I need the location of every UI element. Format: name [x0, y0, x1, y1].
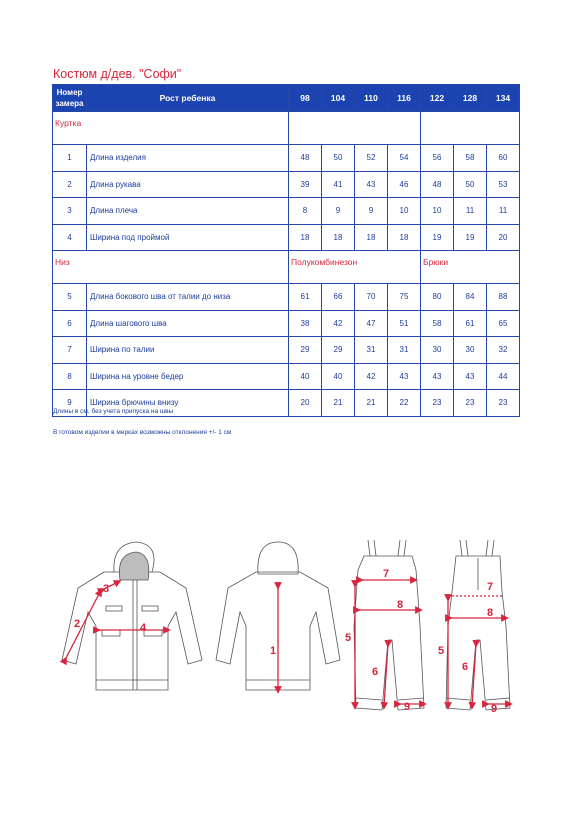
cell: 48: [421, 171, 454, 198]
cell: 41: [322, 171, 355, 198]
cell: 52: [355, 145, 388, 172]
row-number: 6: [53, 310, 87, 337]
cell: 18: [289, 224, 322, 251]
cell: 18: [322, 224, 355, 251]
section-row-bottom: [53, 251, 520, 284]
header-height: Рост ребенка: [87, 85, 289, 112]
cell: 61: [454, 310, 487, 337]
cell: 38: [289, 310, 322, 337]
header-size: 110: [355, 85, 388, 112]
marker-label: 8: [487, 607, 494, 619]
row-number: 3: [53, 198, 87, 225]
table-row: [53, 337, 520, 364]
pants-measures: [448, 596, 509, 706]
cell: 58: [454, 145, 487, 172]
cell: 40: [289, 363, 322, 390]
row-label: Длина шагового шва: [87, 310, 289, 337]
header-size: 116: [388, 85, 421, 112]
row-number: 7: [53, 337, 87, 364]
cell: 60: [487, 145, 520, 172]
header-size: 134: [487, 85, 520, 112]
row-number: 2: [53, 171, 87, 198]
table-row: [53, 284, 520, 311]
row-label: Ширина на уровне бедер: [87, 363, 289, 390]
marker-label: 3: [103, 583, 110, 595]
note-tolerance: В готовом изделии в мерках возможны отклонения +/- 1 см: [53, 429, 232, 436]
row-number: 5: [53, 284, 87, 311]
cell: 70: [355, 284, 388, 311]
cell: 44: [487, 363, 520, 390]
cell: 46: [388, 171, 421, 198]
subsection-label-overalls: Полукомбинезон: [289, 251, 421, 284]
row-label: Длина изделия: [87, 145, 289, 172]
marker-label: 5: [345, 632, 352, 644]
cell: 8: [289, 198, 322, 225]
row-number: 9: [53, 390, 87, 417]
cell: 30: [421, 337, 454, 364]
row-label: Длина плеча: [87, 198, 289, 225]
jacket-front-drawing: [62, 542, 202, 690]
pants-drawing: [446, 540, 510, 710]
cell: 18: [388, 224, 421, 251]
table-row: [53, 224, 520, 251]
cell: 11: [454, 198, 487, 225]
cell: 9: [355, 198, 388, 225]
table-row: [53, 145, 520, 172]
table-row: [53, 310, 520, 337]
cell: 43: [421, 363, 454, 390]
cell: 10: [421, 198, 454, 225]
cell: 88: [487, 284, 520, 311]
cell: 84: [454, 284, 487, 311]
cell: 29: [322, 337, 355, 364]
overalls-measures: [355, 580, 423, 706]
cell: 18: [355, 224, 388, 251]
table-row: [53, 198, 520, 225]
cell: 19: [421, 224, 454, 251]
marker-label: 7: [487, 581, 494, 593]
note-units: Длины в см, без учета припуска на швы: [53, 408, 174, 415]
chart-title: Костюм д/дев. "Софи": [53, 67, 182, 81]
cell: 56: [421, 145, 454, 172]
cell: 50: [322, 145, 355, 172]
cell: 30: [454, 337, 487, 364]
row-label: Ширина по талии: [87, 337, 289, 364]
marker-label: 8: [397, 599, 404, 611]
marker-label: 9: [404, 701, 411, 713]
row-number: 1: [53, 145, 87, 172]
cell: 58: [421, 310, 454, 337]
overalls-drawing: [354, 540, 424, 710]
section-row-jacket: [53, 112, 520, 145]
jacket-front-measures: [65, 582, 167, 660]
cell: 54: [388, 145, 421, 172]
cell: 80: [421, 284, 454, 311]
marker-label: 6: [372, 666, 379, 678]
row-label: Длина бокового шва от талии до низа: [87, 284, 289, 311]
marker-label: 1: [270, 645, 277, 657]
table-row: [53, 171, 520, 198]
marker-label: 2: [74, 618, 81, 630]
cell: 66: [322, 284, 355, 311]
cell: 23: [421, 390, 454, 417]
cell: 19: [454, 224, 487, 251]
cell: 31: [388, 337, 421, 364]
cell: 32: [487, 337, 520, 364]
header-number: Номер замера: [53, 85, 87, 112]
cell: 53: [487, 171, 520, 198]
marker-label: 4: [140, 622, 147, 634]
cell: 43: [454, 363, 487, 390]
row-label: Длина рукава: [87, 171, 289, 198]
marker-label: 7: [383, 568, 390, 580]
row-number: 4: [53, 224, 87, 251]
cell: 75: [388, 284, 421, 311]
cell: 20: [289, 390, 322, 417]
cell: 43: [388, 363, 421, 390]
cell: 21: [322, 390, 355, 417]
cell: 50: [454, 171, 487, 198]
cell: 21: [355, 390, 388, 417]
cell: 39: [289, 171, 322, 198]
garment-drawings: [0, 530, 572, 730]
header-size: 104: [322, 85, 355, 112]
cell: 29: [289, 337, 322, 364]
row-label: Ширина брючины внизу: [87, 390, 289, 417]
marker-label: 6: [462, 661, 469, 673]
cell: 51: [388, 310, 421, 337]
cell: 23: [487, 390, 520, 417]
cell: 22: [388, 390, 421, 417]
section-label-bottom: Низ: [53, 251, 289, 284]
header-size: 98: [289, 85, 322, 112]
table-row: [53, 363, 520, 390]
size-table: [52, 84, 520, 417]
cell: 20: [487, 224, 520, 251]
header-size: 122: [421, 85, 454, 112]
cell: 43: [355, 171, 388, 198]
cell: 40: [322, 363, 355, 390]
cell: 10: [388, 198, 421, 225]
marker-label: 9: [491, 703, 498, 715]
cell: 11: [487, 198, 520, 225]
cell: 23: [454, 390, 487, 417]
cell: 31: [355, 337, 388, 364]
cell: 65: [487, 310, 520, 337]
header-size: 128: [454, 85, 487, 112]
row-label: Ширина под проймой: [87, 224, 289, 251]
row-number: 8: [53, 363, 87, 390]
cell: 61: [289, 284, 322, 311]
cell: 47: [355, 310, 388, 337]
cell: 42: [322, 310, 355, 337]
cell: 48: [289, 145, 322, 172]
section-label-jacket: Куртка: [53, 112, 289, 145]
cell: 42: [355, 363, 388, 390]
table-header-row: [53, 85, 520, 112]
marker-label: 5: [438, 645, 445, 657]
subsection-label-pants: Брюки: [421, 251, 520, 284]
cell: 9: [322, 198, 355, 225]
